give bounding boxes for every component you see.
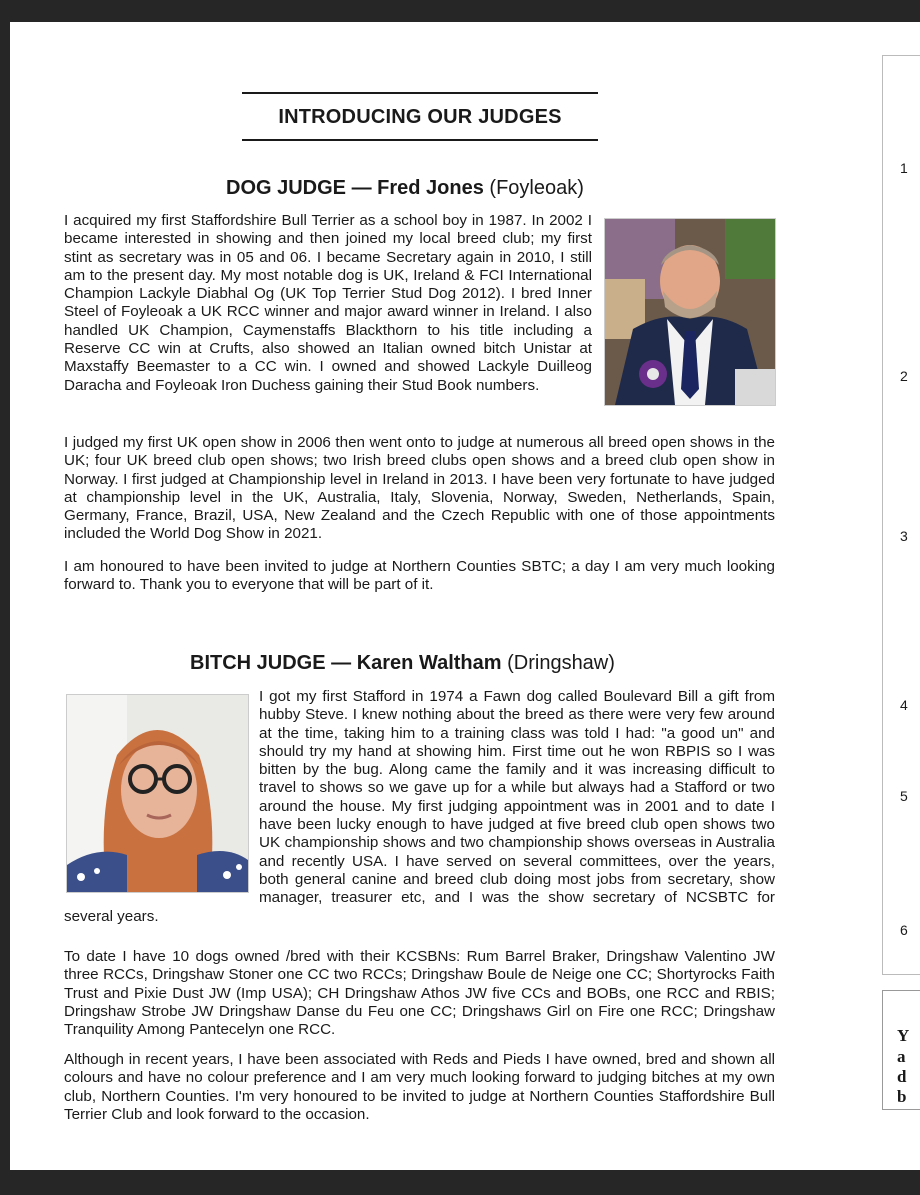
title-dash: — bbox=[331, 652, 352, 674]
portrait-man-image bbox=[605, 219, 775, 405]
side-letter: a bbox=[897, 1047, 906, 1066]
dog-judge-paragraph-2: I judged my first UK open show in 2006 then went onto to judge at numerous all breed open shows in the UK; four UK breed club open shows; two Irish breed clubs open shows and a breed club open show in Norway. I first judged at Championship level in Ireland in 2013. I have been very fortunate to have judged at championship level in the UK, Australia, Italy, Slovenia, Norway, Sweden, Netherlands, Spain, Germany, France, Brazil, USA, New Zealand and the Czech Republic with one of those appointments included the World Dog Show in 2021. bbox=[64, 434, 775, 543]
side-number: 3 bbox=[900, 528, 908, 544]
side-number: 4 bbox=[900, 697, 908, 713]
dog-judge-paragraph-3: I am honoured to have been invited to judge at Northern Counties SBTC; a day I am very much looking forward to. Thank you to everyone that will be part of it. bbox=[64, 558, 775, 594]
side-number: 5 bbox=[900, 788, 908, 804]
bitch-judge-role: BITCH JUDGE bbox=[190, 652, 326, 674]
bitch-judge-title bbox=[190, 652, 615, 675]
dog-judge-kennel: (Foyleoak) bbox=[489, 177, 584, 199]
bitch-judge-bio bbox=[64, 688, 775, 926]
bitch-judge-photo bbox=[66, 694, 249, 893]
side-number: 1 bbox=[900, 160, 908, 176]
bitch-judge-paragraph-1: I got my first Stafford in 1974 a Fawn dog called Boulevard Bill a gift from hubby Steve. I knew nothing about the breed as there were very few around at the time, taking him to a training class was told I had: "a good un" and should try my hand at showing him. First time out he won RBPIS so I was bitten by the bug. Along came the family and it was increasing difficult to travel to shows so we gave up for a while but always had a Stafford or two around the house. My first judging appointment was in 2001 and to date I have been lucky enough to have judged at five breed club open shows two UK championship shows and two championship shows overseas in Australia and recently USA. I have served on several committees, over the years, both general canine and breed club doing most jobs from secretary, show manager, treasurer etc, and I was the show secretary of NCSBTC for several years. bbox=[64, 688, 775, 925]
dog-judge-paragraph-1: I acquired my first Staffordshire Bull Terrier as a school boy in 1987. In 2002 I became interested in showing and then joined my local breed club; my first stint as secretary was in 05 and 06. I became Secretary again in 2010, I still am to the present day. My most notable dog is UK, Ireland & FCI International Champion Lackyle Diabhal Og (UK Top Terrier Stud Dog 2012). I bred Inner Steel of Foyleoak a UK RCC winner and major award winner in Ireland. I also handled UK Champion, Caymenstaffs Blackthorn to his title including a Reserve CC win at Crufts, also showed an Italian owned bitch Unistar at Maxstaffy Beemaster to a CC win. I owned and showed Lackyle Duilleog Daracha and Foyleoak Iron Duchess gaining their Stud Book numbers. bbox=[64, 212, 592, 394]
side-letter: b bbox=[897, 1087, 907, 1106]
bitch-judge-paragraph-2: To date I have 10 dogs owned /bred with their KCSBNs: Rum Barrel Braker, Dringshaw Valentino JW three RCCs, Dringshaw Stoner one CC two RCCs; Dringshaw Boule de Neige one CC; Shortyrocks Faith Trust and Pixie Dust JW (Imp USA); CH Dringshaw Athos JW five CCs and BOBs, one RCC and RBIS; Dringshaw Strobe JW Dringshaw Danse du Feu one CC; Dringshaws Girl on Fire one RCC; Dringshaw Tranquility Among Pantecelyn one RCC. bbox=[64, 948, 775, 1039]
adjacent-page-panel bbox=[882, 55, 920, 975]
document-page bbox=[10, 22, 920, 1170]
side-number: 6 bbox=[900, 922, 908, 938]
bitch-judge-kennel: (Dringshaw) bbox=[507, 652, 615, 674]
title-dash: — bbox=[351, 177, 372, 199]
side-letter: d bbox=[897, 1067, 907, 1086]
dog-judge-name: Fred Jones bbox=[377, 177, 484, 199]
dog-judge-role: DOG JUDGE bbox=[226, 177, 347, 199]
portrait-woman-image bbox=[67, 695, 248, 892]
dog-judge-title bbox=[226, 177, 584, 200]
bitch-judge-name: Karen Waltham bbox=[356, 652, 502, 674]
page-heading: INTRODUCING OUR JUDGES bbox=[242, 92, 598, 141]
side-letter: Y bbox=[897, 1026, 910, 1045]
side-number: 2 bbox=[900, 368, 908, 384]
bitch-judge-paragraph-3: Although in recent years, I have been associated with Reds and Pieds I have owned, bred and shown all colours and have no colour preference and I am very much looking forward to judging bitches at my own club, Northern Counties. I'm very honoured to be invited to judge at Northern Counties Staffordshire Bull Terrier Club and look forward to the occasion. bbox=[64, 1051, 775, 1123]
dog-judge-photo bbox=[604, 218, 776, 406]
